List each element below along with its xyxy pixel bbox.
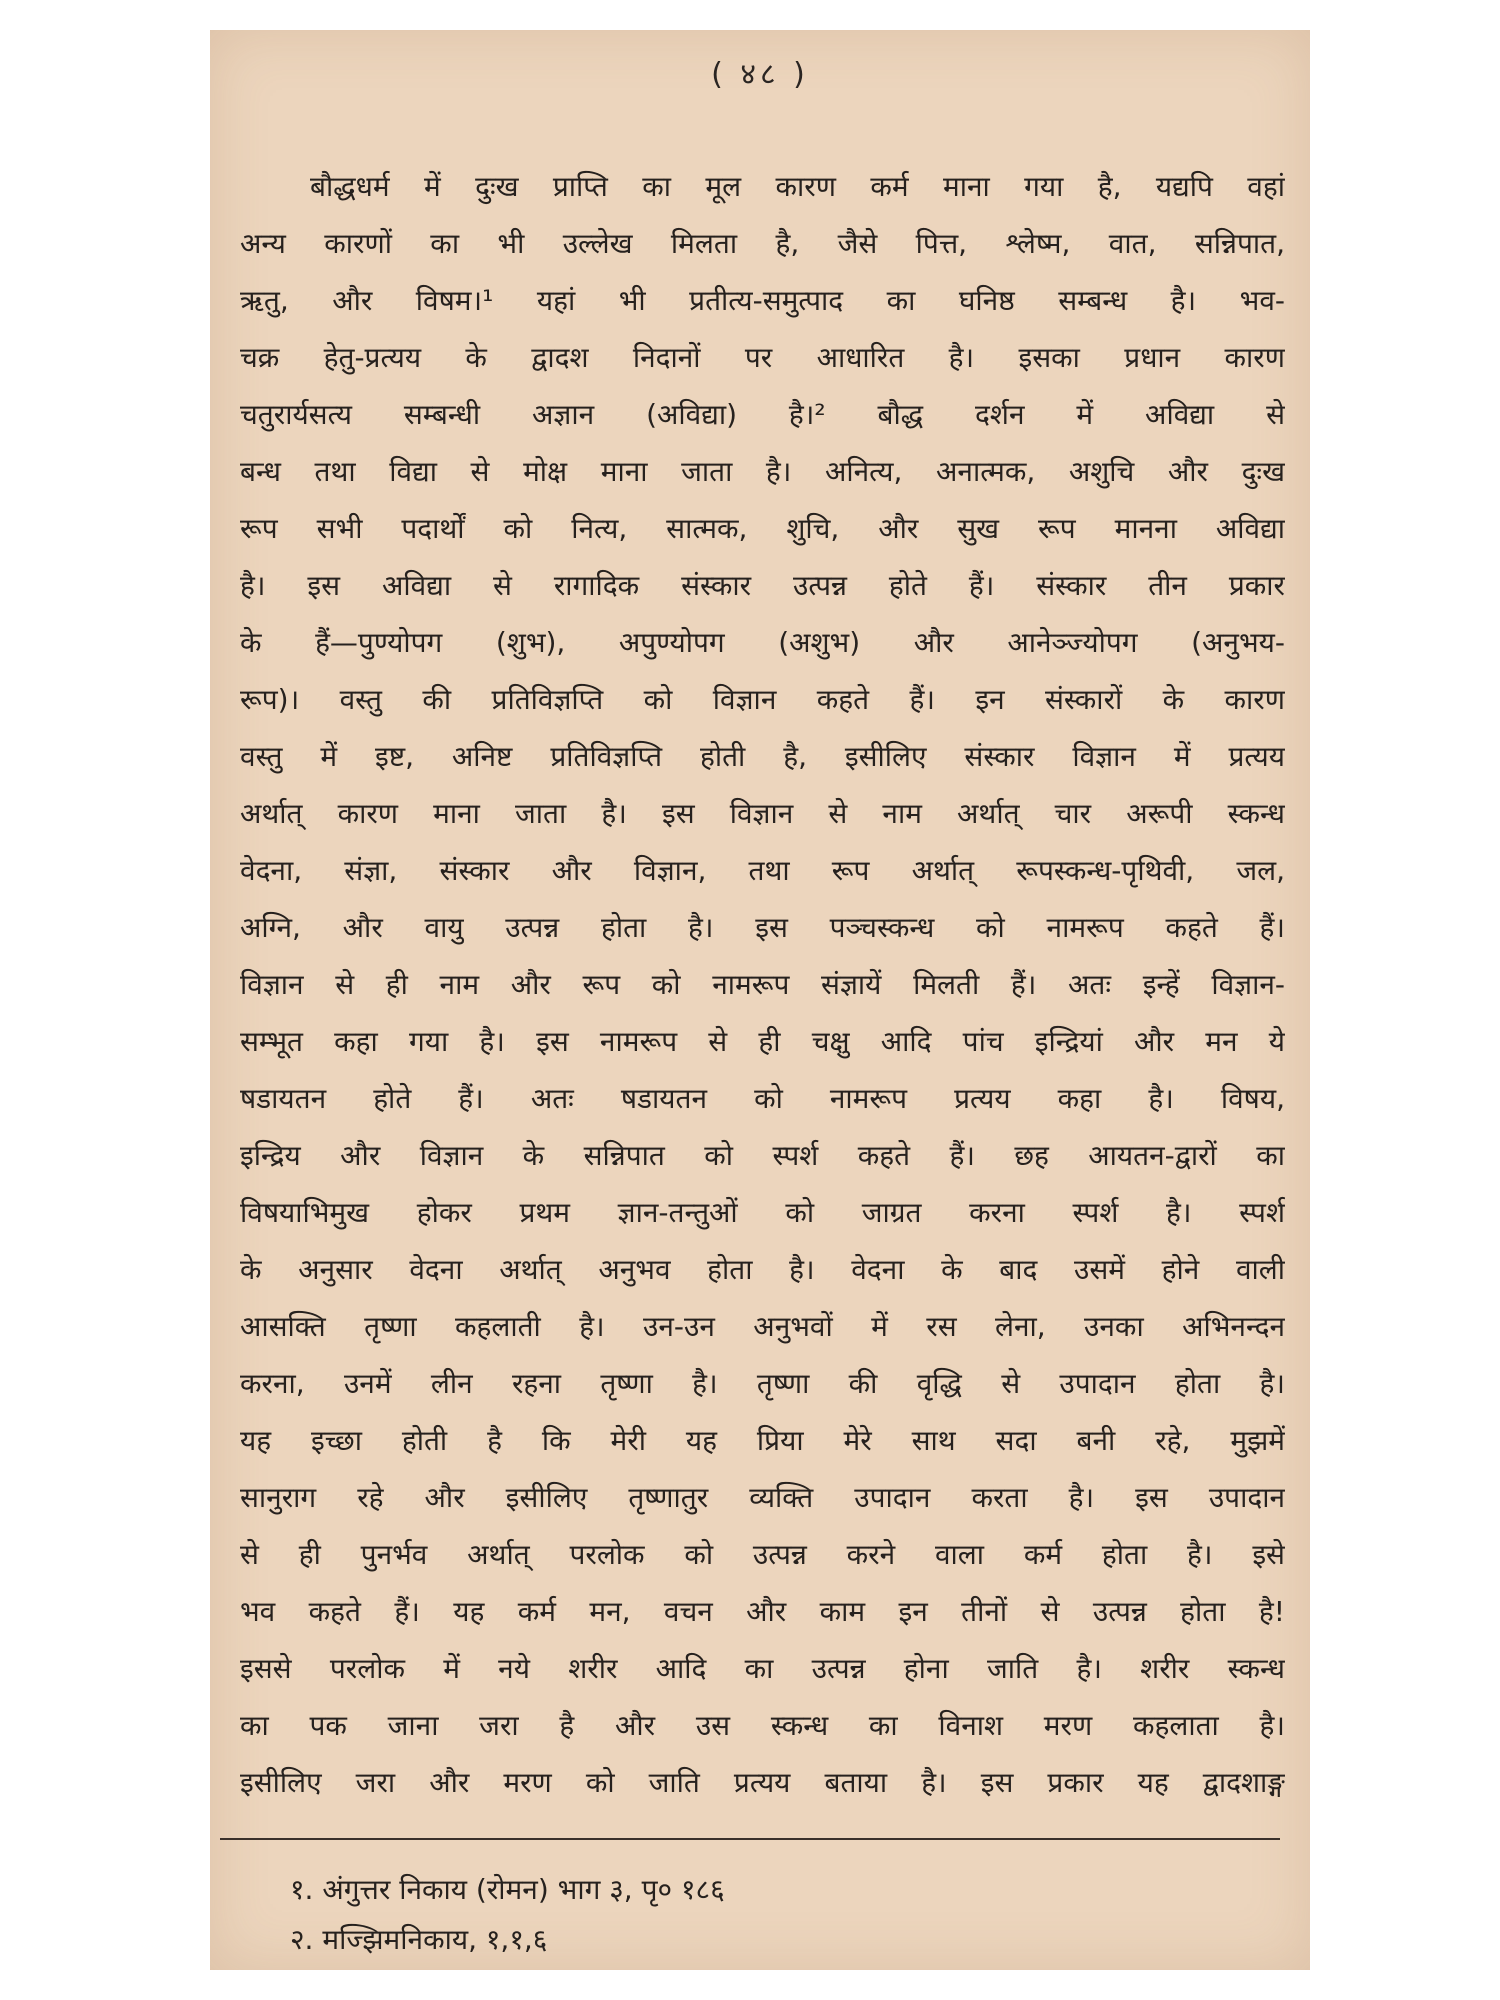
text-line: से ही पुनर्भव अर्थात् परलोक को उत्पन्न करने वाला कर्म होता है। इसे [240,1538,1285,1571]
text-line: यह इच्छा होती है कि मेरी यह प्रिया मेरे साथ सदा बनी रहे, मुझमें [240,1424,1285,1457]
text-line: विज्ञान से ही नाम और रूप को नामरूप संज्ञायें मिलती हैं। अतः इन्हें विज्ञान- [240,968,1285,1001]
text-line: है। इस अविद्या से रागादिक संस्कार उत्पन्न होते हैं। संस्कार तीन प्रकार [240,569,1285,602]
text-line: भव कहते हैं। यह कर्म मन, वचन और काम इन तीनों से उत्पन्न होता है! [240,1595,1285,1628]
footnotes [290,1865,1190,1965]
footnote-1: १. अंगुत्तर निकाय (रोमन) भाग ३, पृ० १८६ [290,1873,725,1906]
text-line: का पक जाना जरा है और उस स्कन्ध का विनाश मरण कहलाता है। [240,1709,1285,1742]
body-text [240,158,1285,1811]
text-line: रूप)। वस्तु की प्रतिविज्ञप्ति को विज्ञान कहते हैं। इन संस्कारों के कारण [240,683,1285,716]
text-line: इन्द्रिय और विज्ञान के सन्निपात को स्पर्श कहते हैं। छह आयतन-द्वारों का [240,1139,1285,1172]
text-line: सानुराग रहे और इसीलिए तृष्णातुर व्यक्ति उपादान करता है। इस उपादान [240,1481,1285,1514]
text-line: अन्य कारणों का भी उल्लेख मिलता है, जैसे पित्त, श्लेष्म, वात, सन्निपात, [240,227,1285,260]
text-line: के हैं—पुण्योपग (शुभ), अपुण्योपग (अशुभ) और आनेञ्ज्योपग (अनुभय- [240,626,1285,659]
text-line: षडायतन होते हैं। अतः षडायतन को नामरूप प्रत्यय कहा है। विषय, [240,1082,1285,1115]
text-line: ऋतु, और विषम।¹ यहां भी प्रतीत्य-समुत्पाद का घनिष्ठ सम्बन्ध है। भव- [240,284,1285,317]
text-line: विषयाभिमुख होकर प्रथम ज्ञान-तन्तुओं को जाग्रत करना स्पर्श है। स्पर्श [240,1196,1285,1229]
book-page [210,30,1310,1970]
text-line: चक्र हेतु-प्रत्यय के द्वादश निदानों पर आधारित है। इसका प्रधान कारण [240,341,1285,374]
text-line: अग्नि, और वायु उत्पन्न होता है। इस पञ्चस्कन्ध को नामरूप कहते हैं। [240,911,1285,944]
text-line: बन्ध तथा विद्या से मोक्ष माना जाता है। अनित्य, अनात्मक, अशुचि और दुःख [240,455,1285,488]
text-line: वस्तु में इष्ट, अनिष्ट प्रतिविज्ञप्ति होती है, इसीलिए संस्कार विज्ञान में प्रत्यय [240,740,1285,773]
text-line: के अनुसार वेदना अर्थात् अनुभव होता है। वेदना के बाद उसमें होने वाली [240,1253,1285,1286]
footnote-2: २. मज्झिमनिकाय, १,१,६ [290,1923,548,1956]
text-line: करना, उनमें लीन रहना तृष्णा है। तृष्णा की वृद्धि से उपादान होता है। [240,1367,1285,1400]
text-line: इसीलिए जरा और मरण को जाति प्रत्यय बताया है। इस प्रकार यह द्वादशाङ्ग [240,1766,1285,1799]
text-line: बौद्धधर्म में दुःख प्राप्ति का मूल कारण कर्म माना गया है, यद्यपि वहां [310,170,1285,203]
text-line: इससे परलोक में नये शरीर आदि का उत्पन्न होना जाति है। शरीर स्कन्ध [240,1652,1285,1685]
text-line: आसक्ति तृष्णा कहलाती है। उन-उन अनुभवों में रस लेना, उनका अभिनन्दन [240,1310,1285,1343]
page-number: ( ४८ ) [711,57,809,92]
text-line: अर्थात् कारण माना जाता है। इस विज्ञान से नाम अर्थात् चार अरूपी स्कन्ध [240,797,1285,830]
text-line: सम्भूत कहा गया है। इस नामरूप से ही चक्षु आदि पांच इन्द्रियां और मन ये [240,1025,1285,1058]
text-line: वेदना, संज्ञा, संस्कार और विज्ञान, तथा रूप अर्थात् रूपस्कन्ध-पृथिवी, जल, [240,854,1285,887]
text-line: चतुरार्यसत्य सम्बन्धी अज्ञान (अविद्या) है।² बौद्ध दर्शन में अविद्या से [240,398,1285,431]
text-line: रूप सभी पदार्थों को नित्य, सात्मक, शुचि, और सुख रूप मानना अविद्या [240,512,1285,545]
footnote-divider [220,1838,1280,1840]
